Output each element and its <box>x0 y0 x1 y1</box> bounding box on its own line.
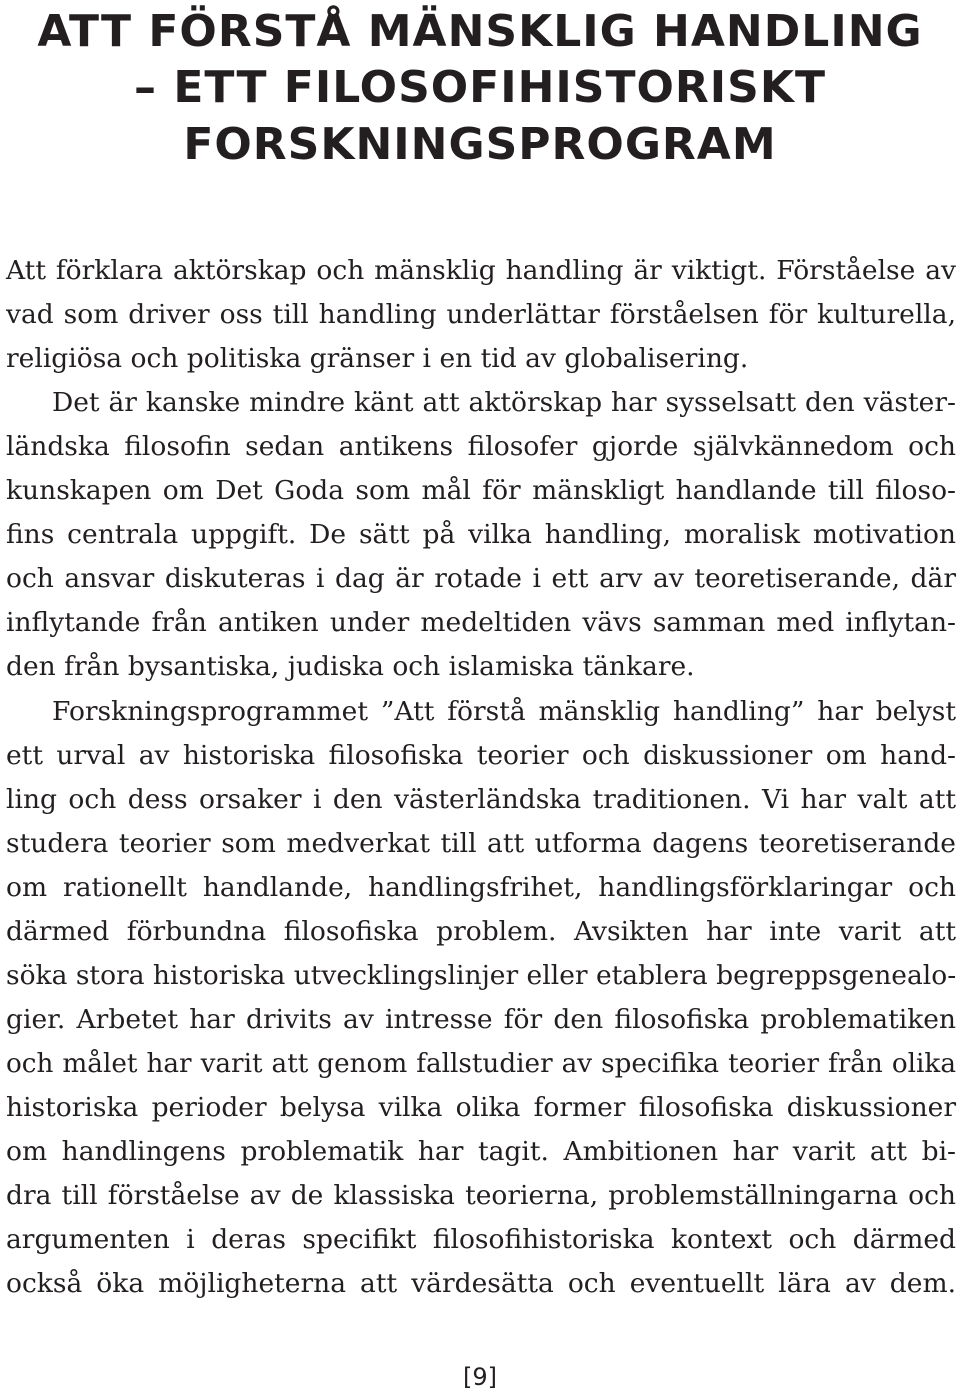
body-line: också öka möjligheterna att värdesätta och eventuellt lära av dem. <box>6 1268 956 1299</box>
body-line: historiska perioder belysa vilka olika former filosofiska diskussioner <box>6 1092 956 1123</box>
body-line: kunskapen om Det Goda som mål för mänskligt handlande till filoso- <box>6 475 956 506</box>
body-line: om handlingens problematik har tagit. Ambitionen har varit att bi- <box>6 1136 956 1167</box>
chapter-title-line-1: ATT FÖRSTÅ MÄNSKLIG HANDLING <box>37 6 923 57</box>
body-line: dra till förståelse av de klassiska teorierna, problemställningarna och <box>6 1180 956 1211</box>
body-line: gier. Arbetet har drivits av intresse för den filosofiska problematiken <box>6 1004 956 1035</box>
body-line: studera teorier som medverkat till att utforma dagens teoretiserande <box>6 828 956 859</box>
body-line: Det är kanske mindre känt att aktörskap har sysselsatt den väster- <box>52 387 956 418</box>
body-line: fins centrala uppgift. De sätt på vilka handling, moralisk motivation <box>6 519 956 550</box>
body-line: ett urval av historiska filosofiska teorier och diskussioner om hand- <box>6 740 956 771</box>
body-line: och ansvar diskuteras i dag är rotade i ett arv av teoretiserande, där <box>6 563 956 594</box>
body-line: ländska filosofin sedan antikens filosofer gjorde självkännedom och <box>6 431 956 462</box>
body-line: och målet har varit att genom fallstudier av specifika teorier från olika <box>6 1049 956 1079</box>
body-line: Att förklara aktörskap och mänsklig handling är viktigt. Förståelse av <box>6 255 956 286</box>
body-line: vad som driver oss till handling underlättar förståelsen för kulturella, <box>6 299 956 330</box>
body-line: om rationellt handlande, handlingsfrihet, handlingsförklaringar och <box>6 872 956 903</box>
body-line: den från bysantiska, judiska och islamiska tänkare. <box>6 651 695 682</box>
body-line: Forskningsprogrammet ”Att förstå mänsklig handling” har belyst <box>52 696 956 727</box>
chapter-title-line-2: – ETT FILOSOFIHISTORISKT <box>134 62 826 113</box>
page-number: [9] <box>463 1363 497 1391</box>
body-line: inflytande från antiken under medeltiden vävs samman med inflytan- <box>6 607 956 638</box>
body-line: religiösa och politiska gränser i en tid av globalisering. <box>6 343 749 374</box>
body-line: därmed förbundna filosofiska problem. Avsikten har inte varit att <box>6 916 956 947</box>
body-line: ling och dess orsaker i den västerländska traditionen. Vi har valt att <box>6 784 956 815</box>
body-line: argumenten i deras specifikt filosofihistoriska kontext och därmed <box>6 1224 956 1255</box>
body-line: söka stora historiska utvecklingslinjer eller etablera begreppsgenealo- <box>6 960 957 991</box>
chapter-title-line-3: FORSKNINGSPROGRAM <box>183 119 777 170</box>
